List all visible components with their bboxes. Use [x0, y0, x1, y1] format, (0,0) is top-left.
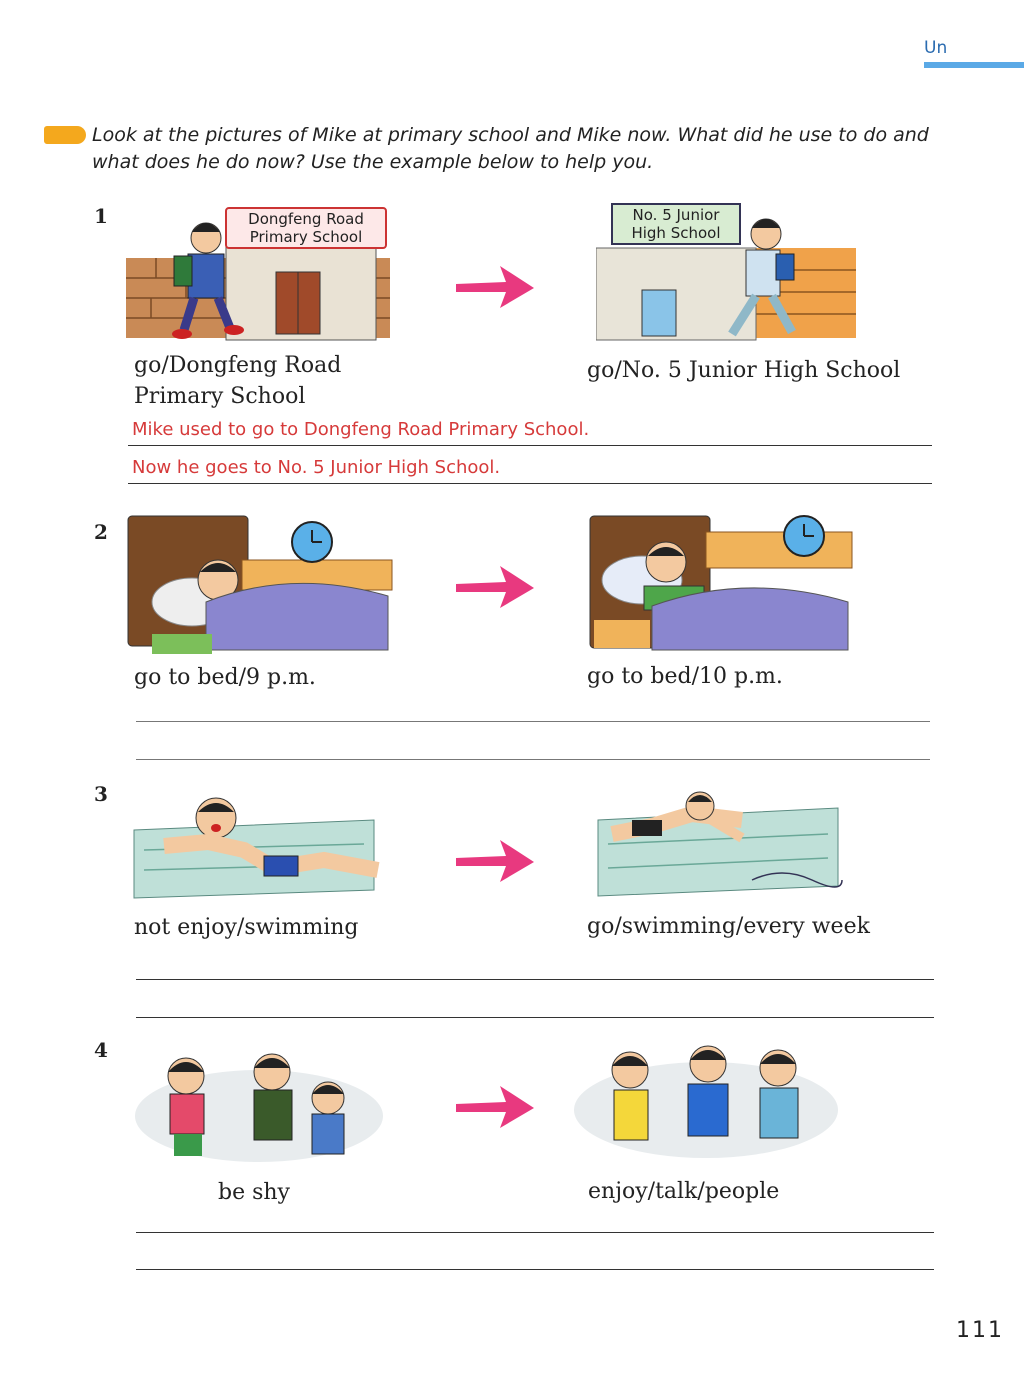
- picture-bed-10pm: [586, 510, 856, 658]
- picture-not-enjoy-swimming: [124, 790, 384, 902]
- item-number-4: 4: [94, 1038, 108, 1062]
- unit-tab-label: Un: [924, 38, 948, 58]
- caption-before-1: go/Dongfeng Road Primary School: [134, 353, 342, 409]
- picture-enjoy-talking: [570, 1040, 842, 1164]
- answer-line: [136, 1232, 934, 1233]
- example-answer-1: Mike used to go to Dongfeng Road Primary School.: [132, 419, 590, 440]
- picture-junior-high-school: [596, 200, 856, 350]
- answer-line: [136, 759, 930, 760]
- sign-text: High School: [631, 224, 721, 242]
- arrow-icon: [454, 562, 538, 610]
- caption-after-2: go to bed/10 p.m.: [587, 664, 783, 689]
- item-number-3: 3: [94, 782, 108, 806]
- picture-bed-9pm: [122, 510, 396, 658]
- answer-line: [128, 483, 932, 484]
- caption-after-4: enjoy/talk/people: [588, 1179, 780, 1204]
- picture-be-shy: [132, 1046, 386, 1164]
- unit-tab-bar: [924, 62, 1024, 68]
- answer-line: [136, 979, 934, 980]
- arrow-icon: [454, 836, 538, 884]
- item-number-2: 2: [94, 520, 108, 544]
- caption-after-1: go/No. 5 Junior High School: [587, 358, 901, 383]
- answer-line: [136, 721, 930, 722]
- caption-before-4: be shy: [218, 1180, 290, 1205]
- exercise-marker-icon: [44, 126, 86, 144]
- answer-line: [128, 445, 932, 446]
- item-number-1: 1: [94, 204, 108, 228]
- arrow-icon: [454, 262, 538, 310]
- answer-line: [136, 1269, 934, 1270]
- answer-line: [136, 1017, 934, 1018]
- caption-before-3: not enjoy/swimming: [134, 915, 359, 940]
- arrow-icon: [454, 1082, 538, 1130]
- instructions-text: Look at the pictures of Mike at primary school and Mike now. What did he use to do and what does he do now? Use the example below to help you.: [92, 124, 929, 173]
- example-answer-2: Now he goes to No. 5 Junior High School.: [132, 457, 501, 478]
- sign-text: Primary School: [249, 228, 363, 246]
- caption-after-3: go/swimming/every week: [587, 914, 870, 939]
- caption-before-2: go to bed/9 p.m.: [134, 665, 316, 690]
- sign-text: Dongfeng Road: [248, 210, 364, 228]
- sign-text: No. 5 Junior: [632, 206, 720, 224]
- picture-primary-school: [126, 200, 390, 350]
- page-number: 111: [956, 1318, 1004, 1343]
- picture-swimming-every-week: [592, 790, 844, 902]
